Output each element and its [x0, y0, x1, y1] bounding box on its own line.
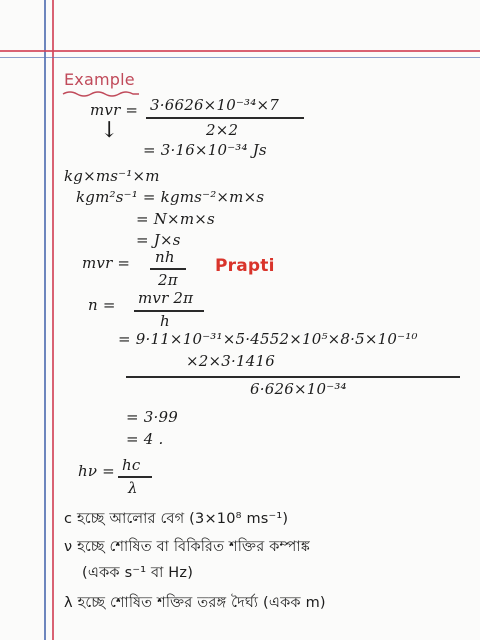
bohr-denominator: 2π — [158, 271, 178, 289]
mvr-numerator: 3·6626×10⁻³⁴×7 — [150, 96, 279, 114]
hv-denominator: λ — [128, 479, 138, 497]
note-v-line-1: ν হচ্ছে শোষিত বা বিকিরিত শক্তির কম্পাঙ্ক — [64, 539, 311, 555]
result-line-2: = 4 . — [126, 430, 164, 448]
note-lambda: λ হচ্ছে শোষিত শক্তির তরঙ্গ দৈর্ঘ্য (একক m) — [64, 595, 326, 611]
header-line-red — [0, 50, 480, 52]
hv-fraction-bar — [118, 476, 152, 478]
mvr-denominator: 2×2 — [206, 121, 239, 139]
unit-line-4: = J×s — [136, 231, 181, 249]
note-c: c হচ্ছে আলোর বেগ (3×10⁸ ms⁻¹) — [64, 511, 289, 527]
hv-numerator: hc — [122, 456, 141, 474]
unit-line-3: = N×m×s — [136, 210, 215, 228]
bohr-fraction-bar — [150, 268, 186, 270]
result-line-1: = 3·99 — [126, 408, 178, 426]
calc-numerator-2: ×2×3·1416 — [186, 352, 275, 370]
brand-stamp: Prapti — [215, 256, 275, 276]
n-lhs: n = — [88, 296, 116, 314]
header-line-blue — [0, 57, 480, 58]
mvr-fraction-bar — [146, 117, 304, 119]
down-arrow-icon: ↓ — [100, 118, 119, 143]
calc-denominator: 6·626×10⁻³⁴ — [250, 380, 347, 398]
hv-lhs: hν = — [78, 462, 115, 480]
calc-fraction-bar — [126, 376, 460, 378]
calc-numerator-1: = 9·11×10⁻³¹×5·4552×10⁵×8·5×10⁻¹⁰ — [118, 330, 418, 348]
example-title: Example — [64, 70, 135, 89]
mvr-lhs: mvr = — [90, 101, 139, 119]
title-underline — [62, 90, 140, 98]
note-v-line-2: (একক s⁻¹ বা Hz) — [82, 565, 194, 581]
bohr-lhs: mvr = — [82, 254, 131, 272]
bohr-numerator: nh — [155, 248, 175, 266]
n-denominator: h — [160, 312, 170, 330]
mvr-result: = 3·16×10⁻³⁴ Js — [143, 141, 267, 159]
margin-line-red — [52, 0, 54, 640]
margin-line-blue — [44, 0, 46, 640]
unit-line-1: kg×ms⁻¹×m — [64, 167, 160, 185]
n-numerator: mvr 2π — [138, 289, 194, 307]
unit-line-2: kgm²s⁻¹ = kgms⁻²×m×s — [76, 188, 265, 206]
